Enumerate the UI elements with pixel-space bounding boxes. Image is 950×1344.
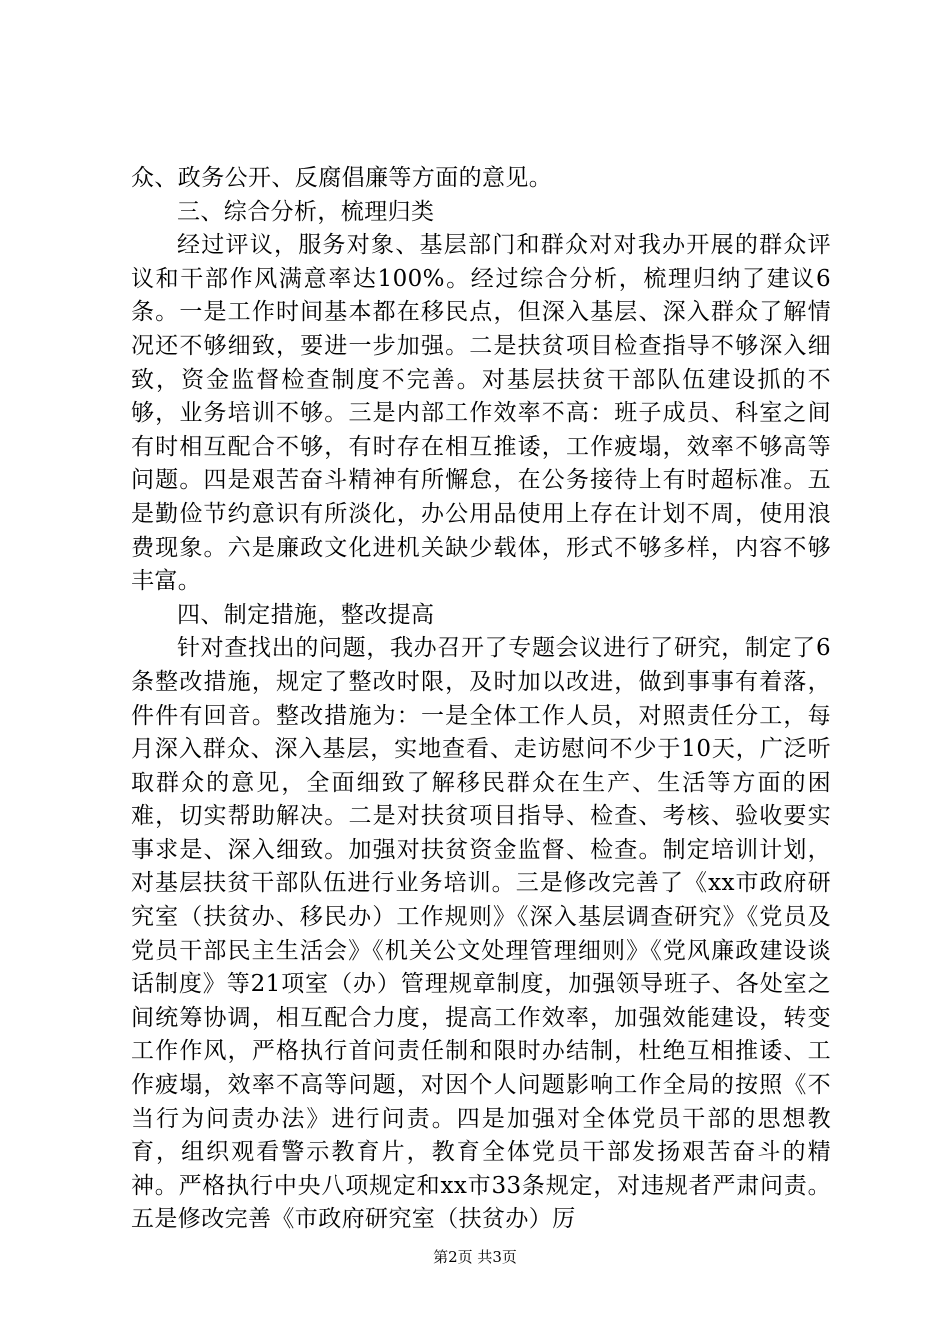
section-heading-4: 四、制定措施，整改提高 <box>177 601 435 628</box>
page-number-footer: 第2页 共3页 <box>433 1248 517 1266</box>
paragraph-analysis: 经过评议，服务对象、基层部门和群众对对我办开展的群众评议和干部作风满意率达100%。经过综合分析，梳理归纳了建议6条。一是工作时间基本都在移民点，但深入基层、深入群众了解情况还不够细致，要进一步加强。二是扶贫项目检查指导不够深入细致，资金监督检查制度不完善。对基层扶贫干部队伍建设抓的不够，业务培训不够。三是内部工作效率不高：班子成员、科室之间有时相互配合不够，有时存在相互推诿，工作疲塌，效率不够高等问题。四是艰苦奋斗精神有所懈怠，在公务接待上有时超标准。五是勤俭节约意识有所淡化，办公用品使用上存在计划不周，使用浪费现象。六是廉政文化进机关缺少载体，形式不够多样，内容不够丰富。 <box>131 232 831 595</box>
paragraph-measures: 针对查找出的问题，我办召开了专题会议进行了研究，制定了6条整改措施，规定了整改时限，及时加以改进，做到事事有着落，件件有回音。整改措施为：一是全体工作人员，对照责任分工，每月深入群众、深入基层，实地查看、走访慰问不少于10天，广泛听取群众的意见，全面细致了解移民群众在生产、生活等方面的困难，切实帮助解决。二是对扶贫项目指导、检查、考核、验收要实事求是、深入细致。加强对扶贫资金监督、检查。制定培训计划，对基层扶贫干部队伍进行业务培训。三是修改完善了《xx市政府研究室（扶贫办、移民办）工作规则》《深入基层调查研究》《党员及党员干部民主生活会》《机关公文处理管理细则》《党风廉政建设谈话制度》等21项室（办）管理规章制度，加强领导班子、各处室之间统筹协调，相互配合力度，提高工作效率，加强效能建设，转变工作作风，严格执行首问责任制和限时办结制，杜绝互相推诿、工作疲塌，效率不高等问题，对因个人问题影响工作全局的按照《不当行为问责办法》进行问责。四是加强对全体党员干部的思想教育，组织观看警示教育片，教育全体党员干部发扬艰苦奋斗的精神。严格执行中央八项规定和xx市33条规定，对违规者严肃问责。五是修改完善《市政府研究室（扶贫办）厉 <box>131 635 831 1233</box>
paragraph-continuation: 众、政务公开、反腐倡廉等方面的意见。 <box>131 165 553 191</box>
document-body <box>131 162 831 1237</box>
section-heading-3: 三、综合分析，梳理归类 <box>177 198 435 225</box>
